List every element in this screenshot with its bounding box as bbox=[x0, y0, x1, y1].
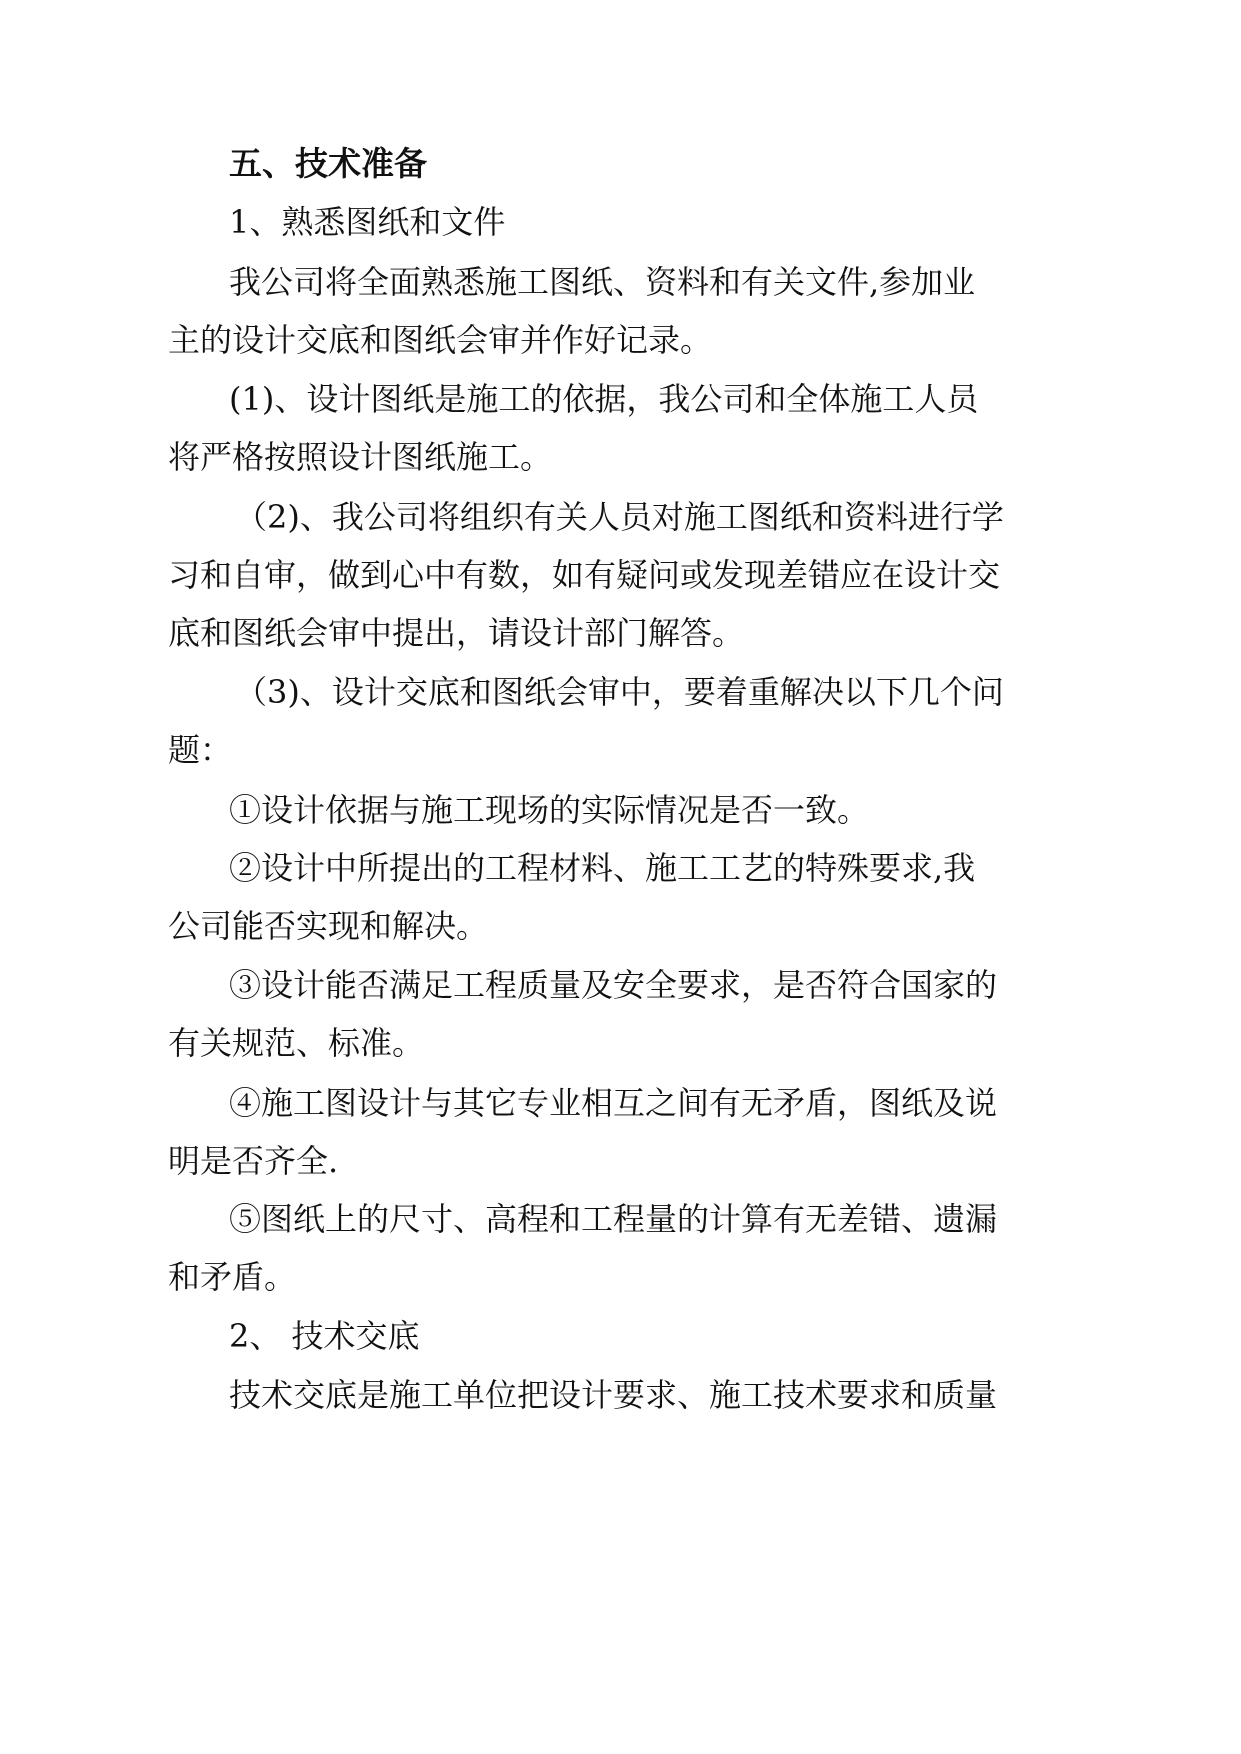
paragraph-line: 有关规范、标准。 bbox=[168, 1024, 425, 1062]
paragraph-line: (1)、设计图纸是施工的依据，我公司和全体施工人员 bbox=[229, 380, 979, 418]
paragraph-line: 题： bbox=[168, 731, 233, 769]
paragraph-line: 和矛盾。 bbox=[168, 1258, 297, 1296]
paragraph-line: 明是否齐全. bbox=[168, 1142, 339, 1180]
paragraph-line: （3)、设计交底和图纸会审中，要着重解决以下几个问 bbox=[235, 673, 1004, 711]
list-item-4: ④施工图设计与其它专业相互之间有无矛盾，图纸及说 bbox=[229, 1084, 998, 1122]
paragraph-line: 底和图纸会审中提出，请设计部门解答。 bbox=[168, 614, 745, 652]
paragraph-line: 公司能否实现和解决。 bbox=[168, 907, 489, 945]
subheading-2: 2、 技术交底 bbox=[229, 1317, 420, 1355]
section-heading: 五、技术准备 bbox=[229, 144, 427, 183]
list-item-3: ③设计能否满足工程质量及安全要求，是否符合国家的 bbox=[229, 966, 998, 1004]
paragraph-line: （2)、我公司将组织有关人员对施工图纸和资料进行学 bbox=[235, 498, 1004, 536]
paragraph-line: 主的设计交底和图纸会审并作好记录。 bbox=[168, 321, 713, 359]
list-item-5: ⑤图纸上的尺寸、高程和工程量的计算有无差错、遗漏 bbox=[229, 1200, 998, 1238]
subheading-1: 1、熟悉图纸和文件 bbox=[229, 203, 506, 241]
paragraph-line: 技术交底是施工单位把设计要求、施工技术要求和质量 bbox=[229, 1376, 998, 1414]
list-item-1: ①设计依据与施工现场的实际情况是否一致。 bbox=[229, 791, 870, 829]
paragraph-line: 习和自审，做到心中有数，如有疑问或发现差错应在设计交 bbox=[168, 556, 1001, 594]
list-item-2: ②设计中所提出的工程材料、施工工艺的特殊要求,我 bbox=[229, 849, 976, 887]
paragraph-line: 将严格按照设计图纸施工。 bbox=[168, 438, 553, 476]
paragraph-line: 我公司将全面熟悉施工图纸、资料和有关文件,参加业 bbox=[229, 263, 976, 301]
